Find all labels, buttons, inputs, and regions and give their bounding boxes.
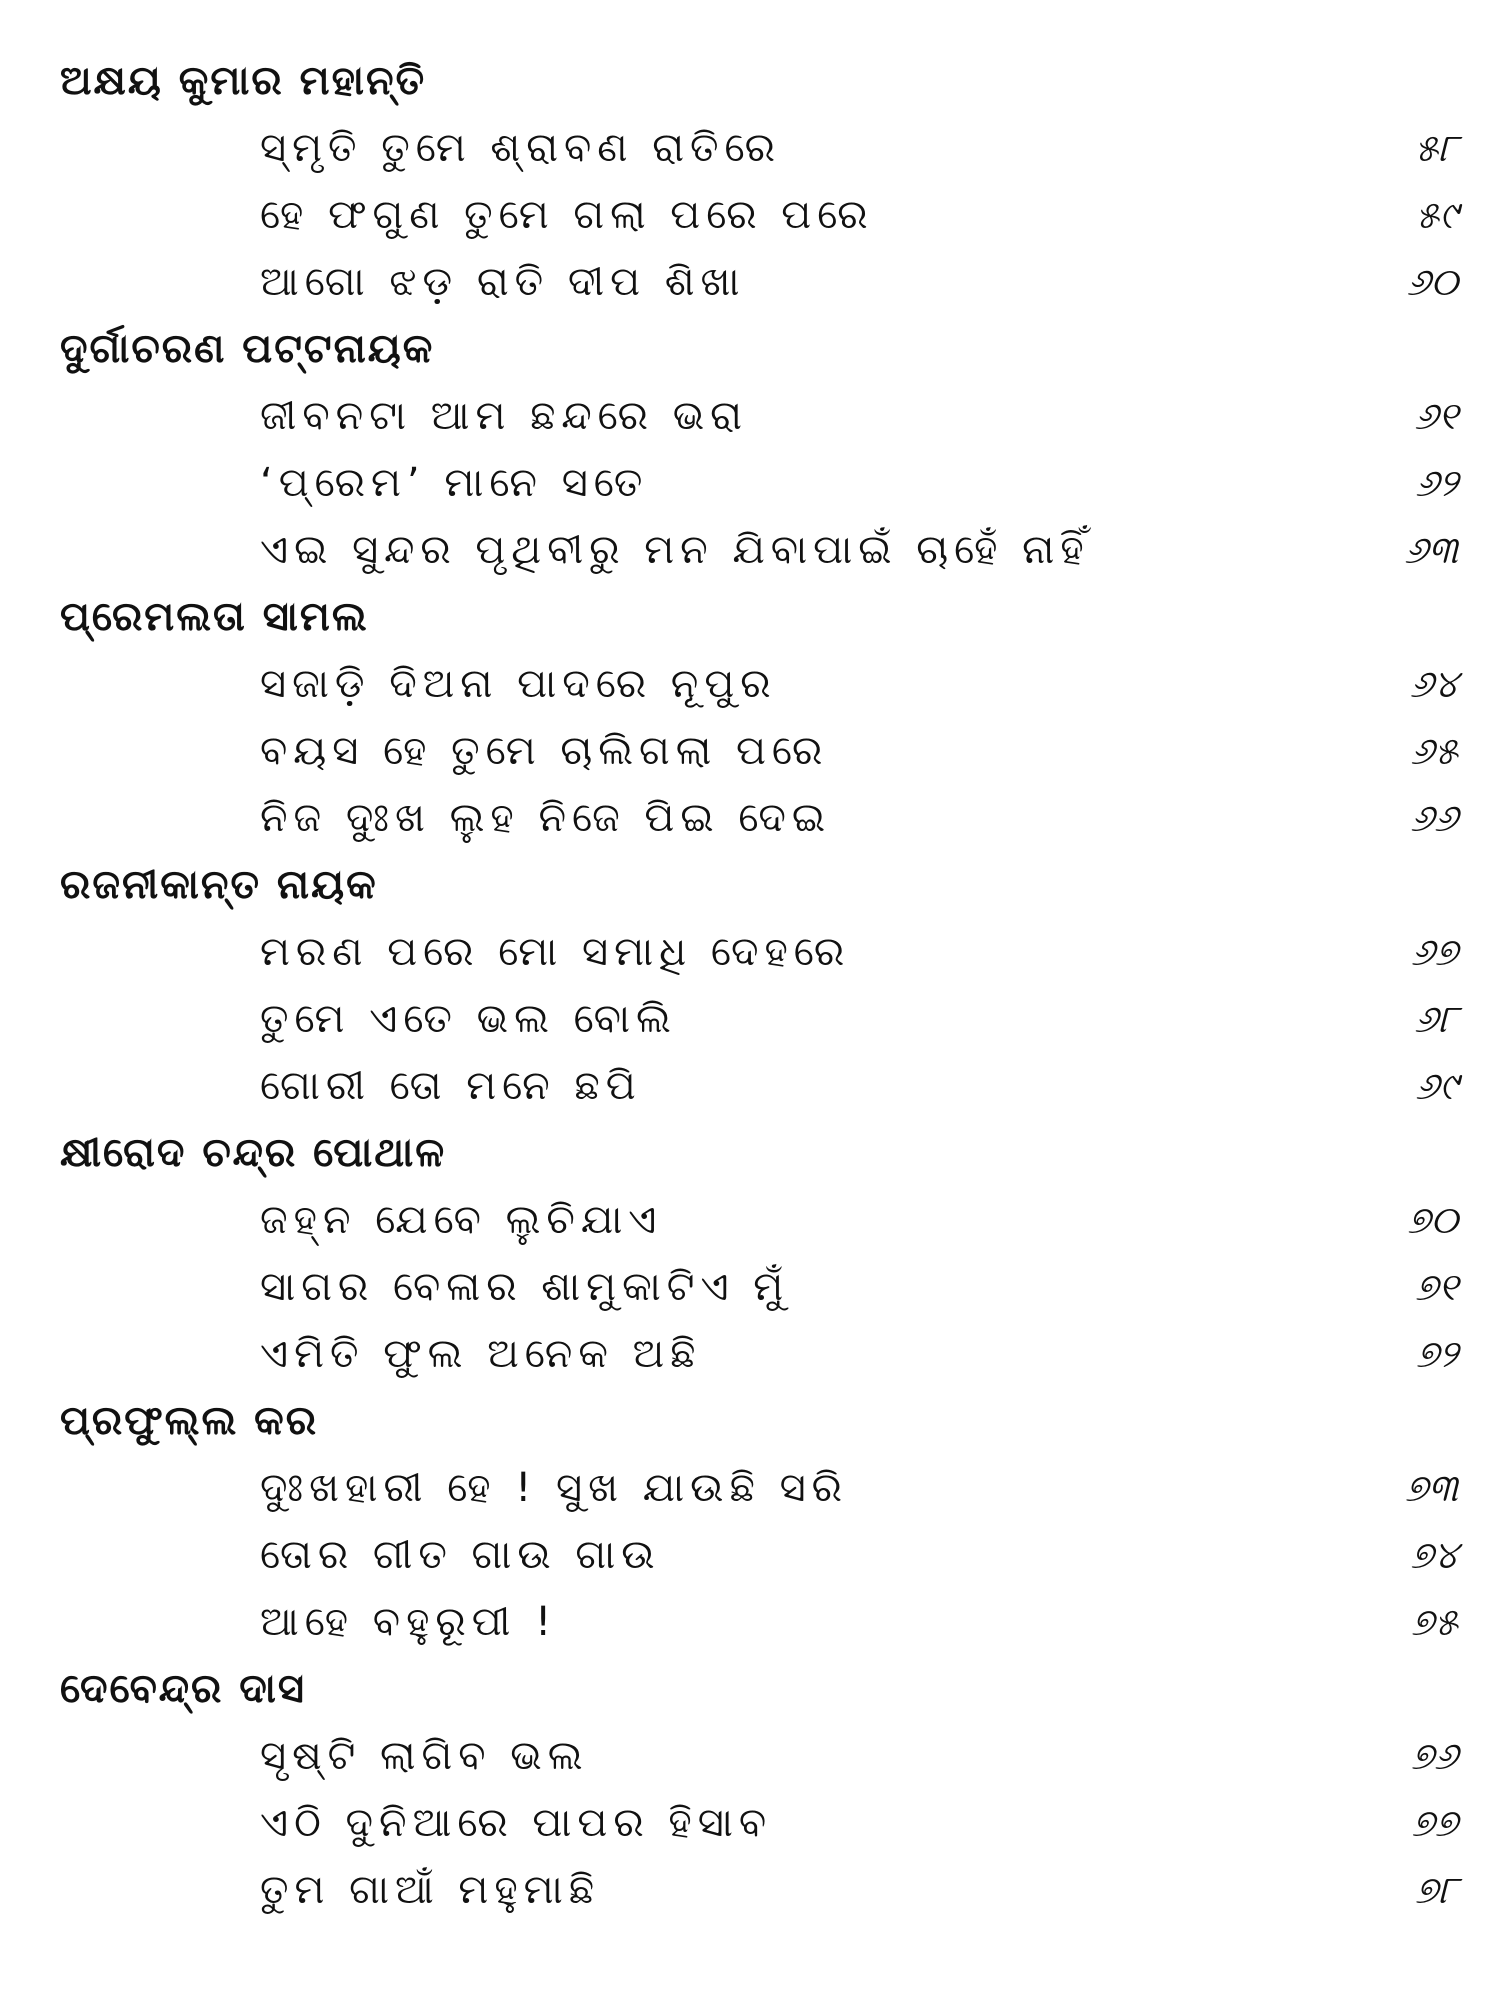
entry-page-number: ୬୨ xyxy=(1415,461,1458,505)
entry-title: ବୟସ ହେ ତୁମେ ଚାଲିଗଲା ପରେ xyxy=(260,728,829,774)
entry-page-number: ୬୭ xyxy=(1410,930,1458,974)
entry-page-number: ୭୧ xyxy=(1414,1265,1458,1309)
toc-section xyxy=(0,1656,1500,1924)
toc-entry[interactable] xyxy=(0,249,1500,316)
toc-entry[interactable] xyxy=(0,718,1500,785)
toc-entry[interactable] xyxy=(0,1187,1500,1254)
entry-title: ସାଗର ବେଳାର ଶାମୁକାଟିଏ ମୁଁ xyxy=(260,1264,790,1310)
entry-page-number: ୬୮ xyxy=(1414,997,1458,1041)
toc-entry[interactable] xyxy=(0,517,1500,584)
entry-title: ଦୁଃଖହାରୀ ହେ ! ସୁଖ ଯାଉଛି ସରି xyxy=(260,1465,848,1511)
author-heading: ରଜନୀକାନ୍ତ ନାୟକ xyxy=(60,862,378,908)
toc-entry[interactable] xyxy=(0,919,1500,986)
toc-section xyxy=(0,316,1500,584)
entry-page-number: ୬୧ xyxy=(1414,394,1458,438)
entry-title: ହେ ଫଗୁଣ ତୁମେ ଗଲା ପରେ ପରେ xyxy=(260,192,874,238)
entry-page-number: ୭୮ xyxy=(1414,1868,1458,1912)
entry-page-number: ୬୯ xyxy=(1415,1064,1458,1108)
toc-entry[interactable] xyxy=(0,1723,1500,1790)
author-heading: ଦୁର୍ଗାଚରଣ ପଟ୍ଟନାୟକ xyxy=(60,326,435,372)
entry-page-number: ୬୩ xyxy=(1404,528,1458,572)
toc-entry[interactable] xyxy=(0,450,1500,517)
entry-title: ଏମିତି ଫୁଲ ଅନେକ ଅଛି xyxy=(260,1331,702,1377)
entry-page-number: ୬୬ xyxy=(1410,796,1458,840)
toc-entry[interactable] xyxy=(0,1254,1500,1321)
author-heading: ଦେବେନ୍ଦ୍ର ଦାସ xyxy=(60,1666,307,1712)
entry-title: ମରଣ ପରେ ମୋ ସମାଧି ଦେହରେ xyxy=(260,929,851,975)
toc-section xyxy=(0,584,1500,852)
entry-page-number: ୬୦ xyxy=(1406,260,1458,304)
entry-title: ‘ପ୍ରେମ’ ମାନେ ସତେ xyxy=(260,460,649,506)
toc-entry[interactable] xyxy=(0,1857,1500,1924)
author-heading: ପ୍ରେମଲତା ସାମଲ xyxy=(60,594,369,640)
toc-entry[interactable] xyxy=(0,1053,1500,1120)
entry-page-number: ୭୦ xyxy=(1407,1198,1458,1242)
entry-title: ସ୍ମୃତି ତୁମେ ଶ୍ରାବଣ ରାତିରେ xyxy=(260,125,781,171)
toc-entry[interactable] xyxy=(0,651,1500,718)
toc-entry[interactable] xyxy=(0,115,1500,182)
author-heading: ଅକ୍ଷୟ କୁମାର ମହାନ୍ତି xyxy=(60,58,427,104)
toc-section xyxy=(0,852,1500,1120)
entry-title: ଜହ୍ନ ଯେବେ ଲୁଚିଯାଏ xyxy=(260,1197,663,1243)
entry-title: ଏଠି ଦୁନିଆରେ ପାପର ହିସାବ xyxy=(260,1800,773,1846)
entry-page-number: ୫୮ xyxy=(1414,126,1458,170)
toc-entry[interactable] xyxy=(0,383,1500,450)
entry-page-number: ୭୬ xyxy=(1410,1734,1458,1778)
entry-page-number: ୭୩ xyxy=(1404,1466,1458,1510)
entry-page-number: ୫୯ xyxy=(1415,193,1458,237)
toc-entry[interactable] xyxy=(0,986,1500,1053)
toc-section xyxy=(0,1388,1500,1656)
entry-title: ଆହେ ବହୁରୂପୀ ! xyxy=(260,1599,558,1645)
entry-title: ସୃଷ୍ଟି ଲାଗିବ ଭଲ xyxy=(260,1733,589,1779)
entry-title: ଏଇ ସୁନ୍ଦର ପୃଥିବୀରୁ ମନ ଯିବାପାଇଁ ଚାହେଁ ନାହିଁ xyxy=(260,527,1090,573)
entry-page-number: ୬୪ xyxy=(1409,662,1458,706)
entry-title: ଜୀବନଟା ଆମ ଛନ୍ଦରେ ଭରା xyxy=(260,393,748,439)
entry-page-number: ୭୨ xyxy=(1415,1332,1458,1376)
toc-entry[interactable] xyxy=(0,1522,1500,1589)
entry-title: ତୋର ଗୀତ ଗାଉ ଗାଉ xyxy=(260,1532,661,1578)
entry-title: ତୁମ ଗାଆଁ ମହୁମାଛି xyxy=(260,1867,601,1913)
toc-entry[interactable] xyxy=(0,1589,1500,1656)
entry-page-number: ୭୪ xyxy=(1410,1533,1458,1577)
toc-entry[interactable] xyxy=(0,182,1500,249)
entry-title: ଆଗୋ ଝଡ଼ ରାତି ଦୀପ ଶିଖା xyxy=(260,259,746,305)
entry-title: ସଜାଡ଼ି ଦିଅନା ପାଦରେ ନୂପୁର xyxy=(260,661,777,707)
toc-entry[interactable] xyxy=(0,785,1500,852)
author-heading: ପ୍ରଫୁଲ୍ଲ କର xyxy=(60,1398,319,1444)
entry-page-number: ୭୫ xyxy=(1411,1600,1458,1644)
toc-entry[interactable] xyxy=(0,1455,1500,1522)
toc-entry[interactable] xyxy=(0,1321,1500,1388)
entry-title: ତୁମେ ଏତେ ଭଲ ବୋଲି xyxy=(260,996,677,1042)
entry-page-number: ୬୫ xyxy=(1410,729,1458,773)
entry-page-number: ୭୭ xyxy=(1411,1801,1458,1845)
toc-section xyxy=(0,48,1500,316)
toc-entry[interactable] xyxy=(0,1790,1500,1857)
entry-title: ଗୋରୀ ତୋ ମନେ ଛପି xyxy=(260,1063,642,1109)
entry-title: ନିଜ ଦୁଃଖ ଲୁହ ନିଜେ ପିଇ ଦେଇ xyxy=(260,795,832,841)
author-heading: କ୍ଷୀରୋଦ ଚନ୍ଦ୍ର ପୋଥାଳ xyxy=(60,1130,447,1176)
toc-section xyxy=(0,1120,1500,1388)
